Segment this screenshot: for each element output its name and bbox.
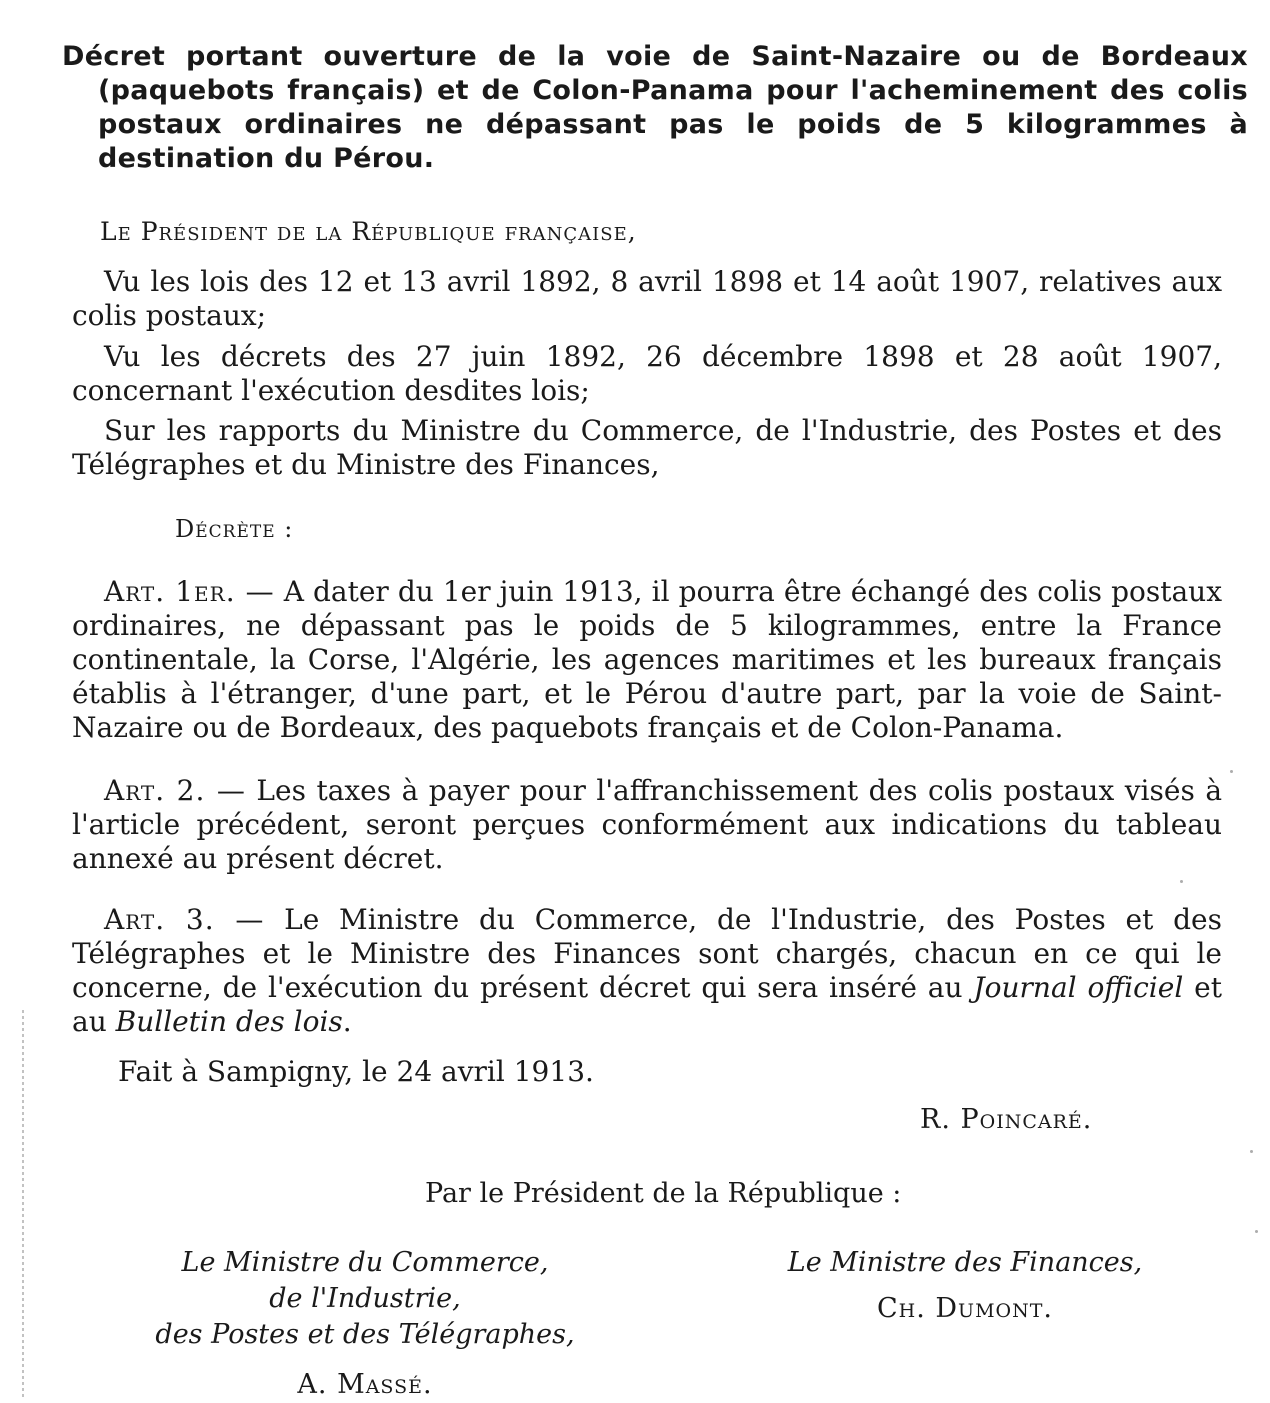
- article-3: [72, 903, 1222, 1039]
- article-3-et-au: et au: [72, 971, 1222, 1038]
- scan-edge-artifact: [22, 1010, 24, 1400]
- decree-title: Décret portant ouverture de la voie de Saint-Nazaire ou de Bordeaux (paquebots français) et de Colon-Panama pour l'acheminement des colis postaux ordinaires ne dépassant pas le poids de 5 kilogrammes à destination du Pérou.: [62, 41, 1248, 174]
- decrete-heading: Décrète :: [175, 515, 294, 543]
- article-2-text: Les taxes à payer pour l'affranchissement des colis postaux visés à l'article précédent, seront perçues conformément aux indications du tableau annexé au présent décret.: [72, 774, 1223, 875]
- article-2: [72, 774, 1222, 876]
- par-le-president: Par le Président de la République :: [425, 1178, 902, 1209]
- president-signature: R. Poincaré.: [920, 1104, 1093, 1135]
- scan-speck: [1250, 1150, 1253, 1153]
- minister-finances-name: Ch. Dumont.: [877, 1293, 1053, 1324]
- minister-commerce-block: [140, 1245, 590, 1403]
- article-3-text: Le Ministre du Commerce, de l'Industrie, des Postes et des Télégraphes et le Ministre des Finances sont chargés, chacun en ce qui le concerne, de l'exécution du présent décret qui sera inséré au: [72, 903, 1222, 1004]
- fait-a-line: Fait à Sampigny, le 24 avril 1913.: [118, 1055, 594, 1088]
- preamble-sur-rapports: Sur les rapports du Ministre du Commerce, de l'Industrie, des Postes et des Télégraphes et du Ministre des Finances,: [72, 414, 1222, 481]
- minister-commerce-name: A. Massé.: [297, 1369, 433, 1400]
- president-heading: Le Président de la République française,: [100, 217, 637, 246]
- minister-commerce-line2: de l'Industrie,: [269, 1283, 461, 1314]
- preamble-vu-lois: Vu les lois des 12 et 13 avril 1892, 8 avril 1898 et 14 août 1907, relatives aux colis postaux;: [72, 265, 1222, 332]
- minister-commerce-line1: Le Ministre du Commerce,: [181, 1247, 549, 1278]
- scan-speck: [1180, 880, 1183, 883]
- article-2-label: Art. 2. —: [104, 774, 246, 807]
- scan-speck: [1230, 770, 1233, 773]
- article-3-end: .: [342, 1005, 352, 1038]
- minister-finances-line1: Le Ministre des Finances,: [787, 1247, 1143, 1278]
- scan-speck: [1255, 1230, 1258, 1233]
- minister-commerce-line3: des Postes et des Télégraphes,: [155, 1319, 575, 1350]
- minister-finances-block: [770, 1245, 1160, 1327]
- preamble-vu-decrets: Vu les décrets des 27 juin 1892, 26 décembre 1898 et 28 août 1907, concernant l'exécution desdites lois;: [72, 340, 1222, 407]
- article-1: [72, 575, 1222, 745]
- article-3-label: Art. 3. —: [104, 903, 265, 936]
- journal-officiel: Journal officiel: [973, 971, 1184, 1004]
- bulletin-des-lois: Bulletin des lois: [115, 1005, 343, 1038]
- article-1-text: A dater du 1er juin 1913, il pourra être échangé des colis postaux ordinaires, ne dépassant pas le poids de 5 kilogrammes, entre la France continentale, la Corse, l'Algérie, les agences maritimes et les bureaux français établis à l'étranger, d'une part, et le Pérou d'autre part, par la voie de Saint-Nazaire ou de Bordeaux, des paquebots français et de Colon-Panama.: [72, 575, 1223, 744]
- article-1-label: Art. 1er. —: [104, 575, 275, 608]
